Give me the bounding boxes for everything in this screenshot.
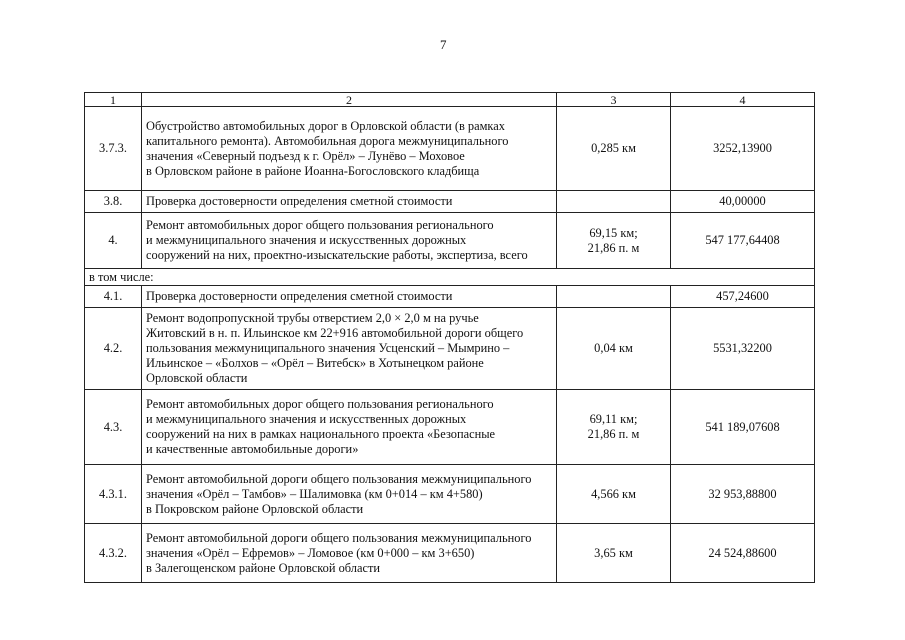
item-amount: 24 524,88600 (671, 524, 815, 583)
item-quantity (557, 308, 671, 390)
column-header: 1 (85, 93, 142, 107)
budget-table (84, 92, 815, 583)
item-quantity (557, 191, 671, 213)
table-row (85, 191, 815, 213)
quantity-line: 3,65 км (594, 545, 633, 560)
description-line: Ремонт водопропускной трубы отверстием 2,0 × 2,0 м на ручье (146, 311, 479, 325)
item-number: 4.3. (85, 390, 142, 465)
item-number: 4.3.2. (85, 524, 142, 583)
description-line: значения «Орёл – Ефремов» – Ломовое (км 0+000 – км 3+650) (146, 545, 475, 560)
description-line: Ремонт автомобильных дорог общего пользования регионального (146, 397, 494, 411)
description-line: Ильинское – «Болхов – «Орёл – Витебск» в Хотынецком районе (146, 356, 484, 370)
description-line: и межмуниципального значения и искусственных дорожных (146, 233, 467, 247)
table-row (85, 213, 815, 269)
column-header: 2 (142, 93, 557, 107)
item-amount: 5531,32200 (671, 308, 815, 390)
description-line: Ремонт автомобильной дороги общего пользования межмуниципального (146, 471, 532, 486)
item-quantity (557, 465, 671, 524)
item-number: 4.2. (85, 308, 142, 390)
item-description (142, 465, 557, 524)
quantity-line: 69,11 км; (589, 412, 638, 426)
item-number: 3.7.3. (85, 107, 142, 191)
table-header-row (85, 93, 815, 107)
description-line: Ремонт автомобильных дорог общего пользования регионального (146, 218, 494, 232)
section-row (85, 269, 815, 286)
description-line: сооружений на них в рамках национального проекта «Безопасные (146, 427, 496, 441)
table-row (85, 308, 815, 390)
description-line: Житовский в н. п. Ильинское км 22+916 автомобильной дороги общего (146, 326, 524, 340)
quantity-line: 21,86 п. м (587, 427, 640, 441)
column-header: 4 (671, 93, 815, 107)
description-line: и качественные автомобильные дороги» (146, 442, 359, 456)
description-line: Ремонт автомобильной дороги общего пользования межмуниципального (146, 530, 532, 545)
item-quantity (557, 286, 671, 308)
description-line: значения «Орёл – Тамбов» – Шалимовка (км 0+014 – км 4+580) (146, 486, 483, 501)
table-row (85, 390, 815, 465)
item-description (142, 390, 557, 465)
item-description (142, 286, 557, 308)
description-line: в Залегощенском районе Орловской области (146, 560, 380, 575)
description-line: в Покровском районе Орловской области (146, 501, 364, 516)
item-amount: 3252,13900 (671, 107, 815, 191)
description-line: и межмуниципального значения и искусственных дорожных (146, 412, 467, 426)
item-description (142, 524, 557, 583)
quantity-line: 0,04 км (594, 341, 633, 355)
description-line: Проверка достоверности определения сметной стоимости (146, 289, 453, 303)
item-quantity (557, 213, 671, 269)
item-amount: 457,24600 (671, 286, 815, 308)
item-amount: 40,00000 (671, 191, 815, 213)
item-quantity (557, 390, 671, 465)
item-amount: 32 953,88800 (671, 465, 815, 524)
quantity-line: 69,15 км; (589, 225, 638, 240)
description-line: пользования межмуниципального значения Усценский – Мымрино – (146, 341, 510, 355)
table-row (85, 107, 815, 191)
item-number: 4. (85, 213, 142, 269)
description-line: Орловской области (146, 371, 248, 385)
item-amount: 547 177,64408 (671, 213, 815, 269)
item-number: 4.1. (85, 286, 142, 308)
description-line: Обустройство автомобильных дорог в Орловской области (в рамках (146, 118, 505, 133)
description-line: сооружений на них, проектно-изыскательские работы, экспертиза, всего (146, 248, 528, 262)
table-row (85, 524, 815, 583)
quantity-line: 4,566 км (591, 486, 636, 501)
item-quantity (557, 524, 671, 583)
item-description (142, 191, 557, 213)
description-line: значения «Северный подъезд к г. Орёл» – Лунёво – Моховое (146, 148, 465, 163)
description-line: капитального ремонта). Автомобильная дорога межмуниципального (146, 133, 509, 148)
quantity-line: 21,86 п. м (587, 240, 640, 255)
description-line: Проверка достоверности определения сметной стоимости (146, 194, 453, 208)
item-number: 4.3.1. (85, 465, 142, 524)
description-line: в Орловском районе в районе Иоанна-Богословского кладбища (146, 163, 480, 178)
item-description (142, 213, 557, 269)
table-row (85, 286, 815, 308)
page-number: 7 (440, 37, 447, 52)
item-description (142, 107, 557, 191)
column-header: 3 (557, 93, 671, 107)
item-quantity (557, 107, 671, 191)
item-description (142, 308, 557, 390)
item-number: 3.8. (85, 191, 142, 213)
section-label: в том числе: (85, 269, 815, 286)
item-amount: 541 189,07608 (671, 390, 815, 465)
table-row (85, 465, 815, 524)
quantity-line: 0,285 км (591, 141, 636, 155)
